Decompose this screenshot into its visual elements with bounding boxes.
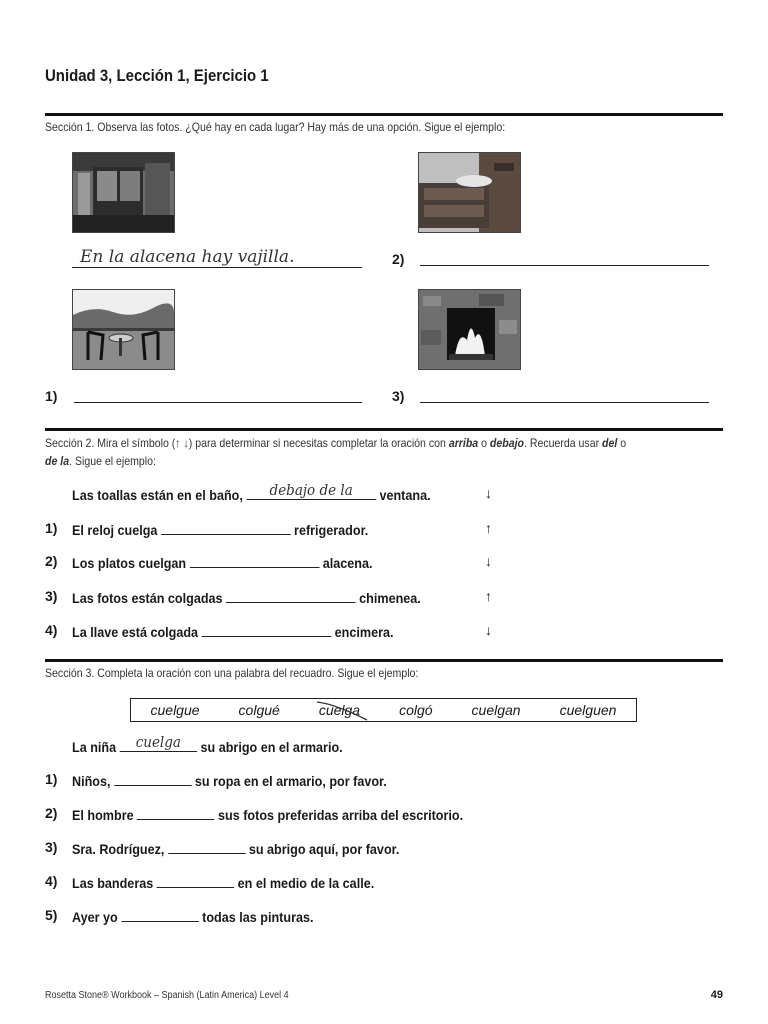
item-number: 3) — [392, 388, 405, 404]
section3-item-5: Ayer yo todas las pinturas. — [72, 909, 314, 925]
word-bank-item-crossed: cuelga — [319, 702, 360, 718]
strikethrough-mark — [315, 700, 371, 722]
answer-blank[interactable] — [157, 873, 234, 888]
item-number: 3) — [45, 839, 58, 855]
photo-patio — [72, 289, 175, 370]
photo-fireplace — [418, 289, 521, 370]
section3-item-4: Las banderas en el medio de la calle. — [72, 875, 375, 891]
section1-instructions: Sección 1. Observa las fotos. ¿Qué hay en cada lugar? Hay más de una opción. Sigue el ejemplo: — [45, 120, 506, 134]
page-number: 49 — [710, 989, 723, 1001]
answer-line-3[interactable] — [420, 402, 709, 403]
answer-line-1[interactable] — [74, 402, 362, 403]
footer-text: Rosetta Stone® Workbook – Spanish (Latin America) Level 4 — [45, 990, 289, 1001]
up-arrow-icon: ↑ — [485, 520, 492, 536]
section2-item-4: La llave está colgada encimera. — [72, 624, 394, 640]
word-bank-item: cuelgan — [471, 702, 521, 718]
section-divider — [45, 113, 723, 116]
word-bank — [130, 698, 637, 722]
answer-blank[interactable] — [121, 907, 198, 922]
photo-drawer — [418, 152, 521, 233]
section2-example: Las toallas están en el baño, debajo de la ventana. — [72, 481, 431, 503]
answer-line-example — [72, 267, 362, 268]
example-answer: En la alacena hay vajilla. — [80, 247, 295, 267]
word-bank-item: cuelgue — [150, 702, 200, 718]
section3-instructions: Sección 3. Completa la oración con una palabra del recuadro. Sigue el ejemplo: — [45, 666, 419, 680]
item-number: 2) — [392, 251, 405, 267]
item-number: 3) — [45, 588, 58, 604]
section3-item-2: El hombre sus fotos preferidas arriba del escritorio. — [72, 807, 464, 823]
item-number: 5) — [45, 907, 58, 923]
section2-item-3: Las fotos están colgadas chimenea. — [72, 590, 421, 606]
example-blank: cuelga — [120, 737, 197, 752]
item-number: 1) — [45, 520, 58, 536]
answer-blank[interactable] — [137, 805, 214, 820]
answer-blank[interactable] — [161, 520, 291, 535]
section2-instructions: Sección 2. Mira el símbolo (↑ ↓) para determinar si necesitas completar la oración con arriba o debajo. Recuerda usar del o de la. Sigue el ejemplo: — [45, 436, 627, 468]
item-number: 1) — [45, 771, 58, 787]
up-arrow-icon: ↑ — [485, 588, 492, 604]
section3-item-3: Sra. Rodríguez, su abrigo aquí, por favor. — [72, 841, 400, 857]
answer-blank[interactable] — [202, 622, 332, 637]
item-number: 4) — [45, 622, 58, 638]
section2-item-2: Los platos cuelgan alacena. — [72, 555, 373, 571]
answer-blank[interactable] — [226, 588, 356, 603]
section3-example: La niña cuelga su abrigo en el armario. — [72, 733, 343, 755]
answer-blank[interactable] — [190, 553, 320, 568]
answer-blank[interactable] — [114, 771, 191, 786]
word-bank-item: cuelguen — [559, 702, 617, 718]
word-bank-item: colgó — [399, 702, 433, 718]
down-arrow-icon: ↓ — [485, 553, 492, 569]
word-bank-item: colgué — [238, 702, 280, 718]
down-arrow-icon: ↓ — [485, 622, 492, 638]
answer-line-2[interactable] — [420, 265, 709, 266]
item-number: 1) — [45, 388, 58, 404]
answer-blank[interactable] — [168, 839, 245, 854]
down-arrow-icon: ↓ — [485, 485, 492, 501]
photo-cupboard — [72, 152, 175, 233]
item-number: 2) — [45, 553, 58, 569]
item-number: 2) — [45, 805, 58, 821]
section2-item-1: El reloj cuelga refrigerador. — [72, 522, 369, 538]
section-divider — [45, 428, 723, 431]
page-title: Unidad 3, Lección 1, Ejercicio 1 — [45, 66, 269, 85]
example-blank: debajo de la — [246, 485, 376, 500]
item-number: 4) — [45, 873, 58, 889]
section3-item-1: Niños, su ropa en el armario, por favor. — [72, 773, 387, 789]
section-divider — [45, 659, 723, 662]
